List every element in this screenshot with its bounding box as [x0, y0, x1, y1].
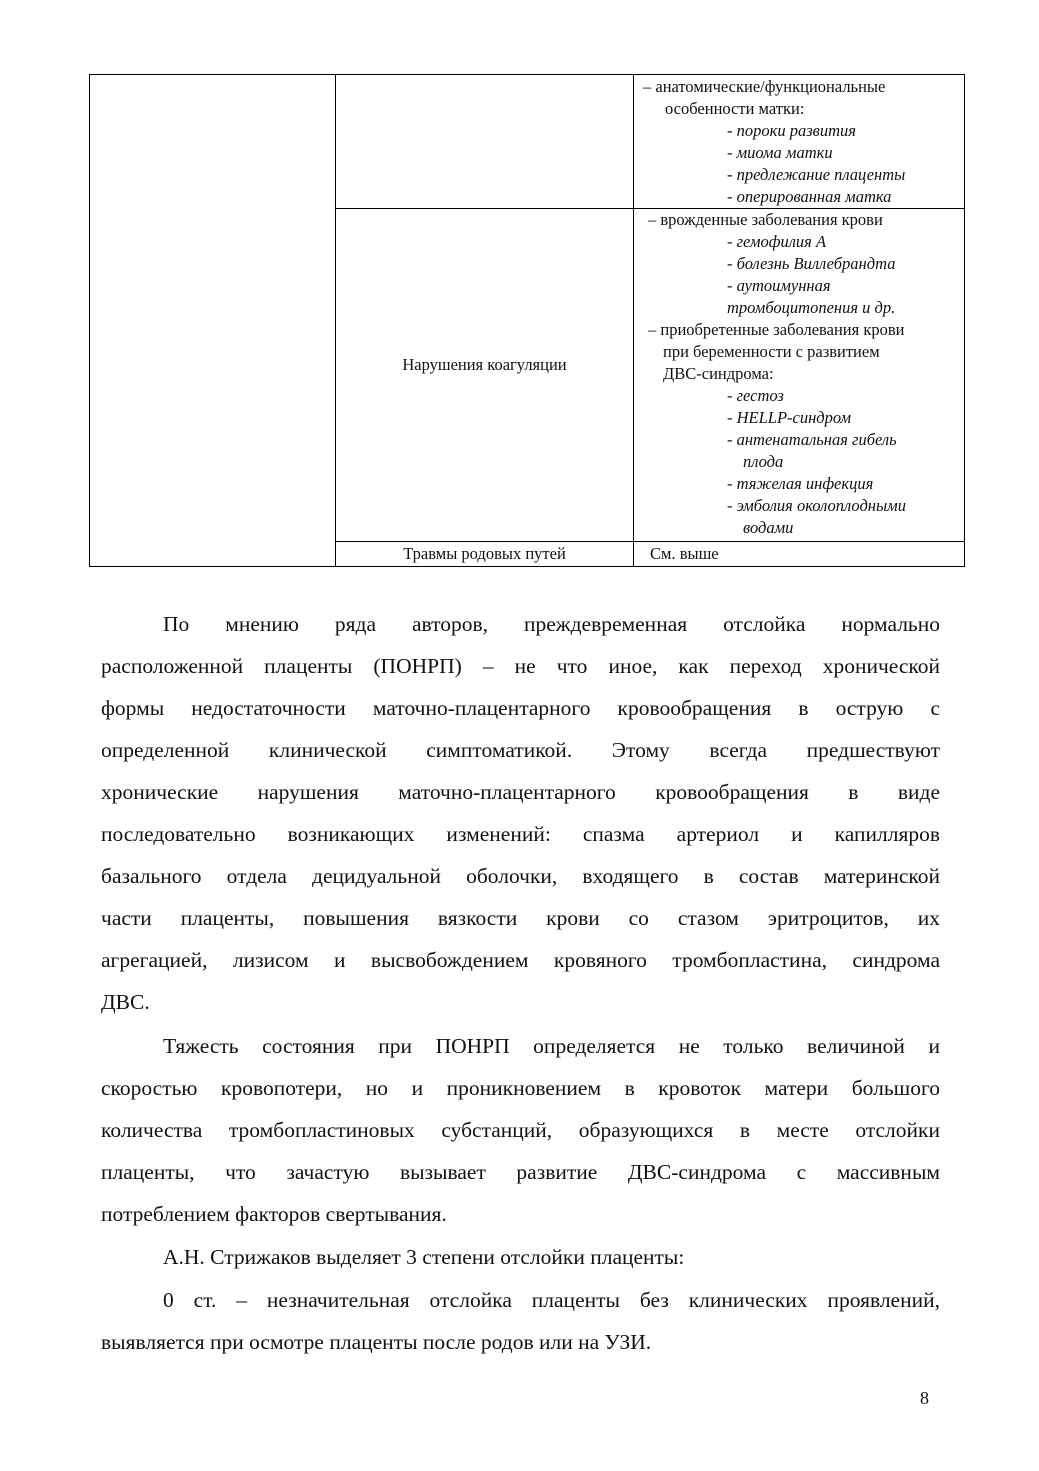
text-line: Тяжесть состояния при ПОНРП определяется не только величиной и [163, 1034, 940, 1058]
text-line: расположенной плаценты (ПОНРП) – не что иное, как переход хронической [101, 654, 940, 678]
table-col-divider-1 [335, 74, 336, 567]
text-line: агрегацией, лизисом и высвобождением кровяного тромбопластина, синдрома [101, 948, 940, 972]
table-row-3-right-cell [650, 543, 719, 565]
list-item: водами [743, 518, 794, 537]
coagulation-label: Нарушения коагуляции [402, 355, 567, 374]
list-item: - HELLP-синдром [727, 408, 852, 427]
table-row-divider-2 [335, 541, 965, 542]
text-line: скоростью кровопотери, но и проникновением в кровоток матери большого [101, 1076, 940, 1100]
table-border-right [964, 74, 965, 567]
text-line: хронические нарушения маточно-плацентарного кровообращения в виде [101, 780, 940, 804]
list-item: при беременности с развитием [663, 342, 880, 361]
paragraph-3 [101, 1236, 940, 1278]
list-item: - гемофилия А [727, 232, 827, 251]
list-item: - эмболия околоплодными [727, 496, 906, 515]
list-item: - аутоимунная [727, 276, 831, 295]
list-item: - оперированная матка [727, 187, 892, 206]
paragraph-1 [101, 603, 940, 1023]
table-row-3-middle-cell [336, 543, 633, 565]
text-line: выявляется при осмотре плаценты после родов или на УЗИ. [101, 1330, 652, 1354]
list-item: - антенатальная гибель [727, 430, 897, 449]
list-item: особенности матки: [665, 99, 805, 118]
text-line: плаценты, что зачастую вызывает развитие ДВС-синдрома с массивным [101, 1160, 940, 1184]
list-item: – анатомические/функциональные [643, 77, 886, 96]
text-line: базального отдела децидуальной оболочки, входящего в состав материнской [101, 864, 940, 888]
table-border-left [89, 74, 90, 567]
table-border-bottom [89, 566, 965, 567]
text-line: потреблением факторов свертывания. [101, 1202, 447, 1226]
list-item: - тяжелая инфекция [727, 474, 874, 493]
list-item: - гестоз [727, 386, 784, 405]
list-item: - пороки развития [727, 121, 856, 140]
list-item: тромбоцитопения и др. [727, 298, 896, 317]
list-item: – врожденные заболевания крови [648, 210, 883, 229]
text-line: По мнению ряда авторов, преждевременная отслойка нормально [163, 612, 940, 636]
table-row-1-right-cell [643, 76, 905, 208]
text-line: количества тромбопластиновых субстанций, образующихся в месте отслойки [101, 1118, 940, 1142]
text-line: части плаценты, повышения вязкости крови со стазом эритроцитов, их [101, 906, 940, 930]
table-col-divider-2 [633, 74, 634, 567]
table-border-top [89, 74, 965, 75]
list-item: - предлежание плаценты [727, 165, 906, 184]
page-number: 8 [920, 1388, 929, 1408]
text-line: последовательно возникающих изменений: спазма артериол и капилляров [101, 822, 940, 846]
text-line: 0 ст. – незначительная отслойка плаценты без клинических проявлений, [163, 1288, 940, 1312]
list-item: См. выше [650, 544, 719, 563]
text-line: определенной клинической симптоматикой. Этому всегда предшествуют [101, 738, 940, 762]
list-item: - болезнь Виллебрандта [727, 254, 896, 273]
list-item: – приобретенные заболевания крови [648, 320, 905, 339]
table-row-2-middle-cell [336, 354, 633, 376]
text-line: ДВС. [101, 990, 150, 1014]
text-line: А.Н. Стрижаков выделяет 3 степени отслойки плаценты: [163, 1245, 685, 1269]
birth-trauma-label: Травмы родовых путей [403, 544, 566, 563]
paragraph-4 [101, 1279, 940, 1363]
paragraph-2 [101, 1025, 940, 1235]
causes-table [89, 74, 965, 567]
list-item: ДВС-синдрома: [663, 364, 774, 383]
list-item: - миома матки [727, 143, 833, 162]
text-line: формы недостаточности маточно-плацентарного кровообращения в острую с [101, 696, 940, 720]
list-item: плода [743, 452, 784, 471]
table-row-2-right-cell [643, 209, 906, 539]
